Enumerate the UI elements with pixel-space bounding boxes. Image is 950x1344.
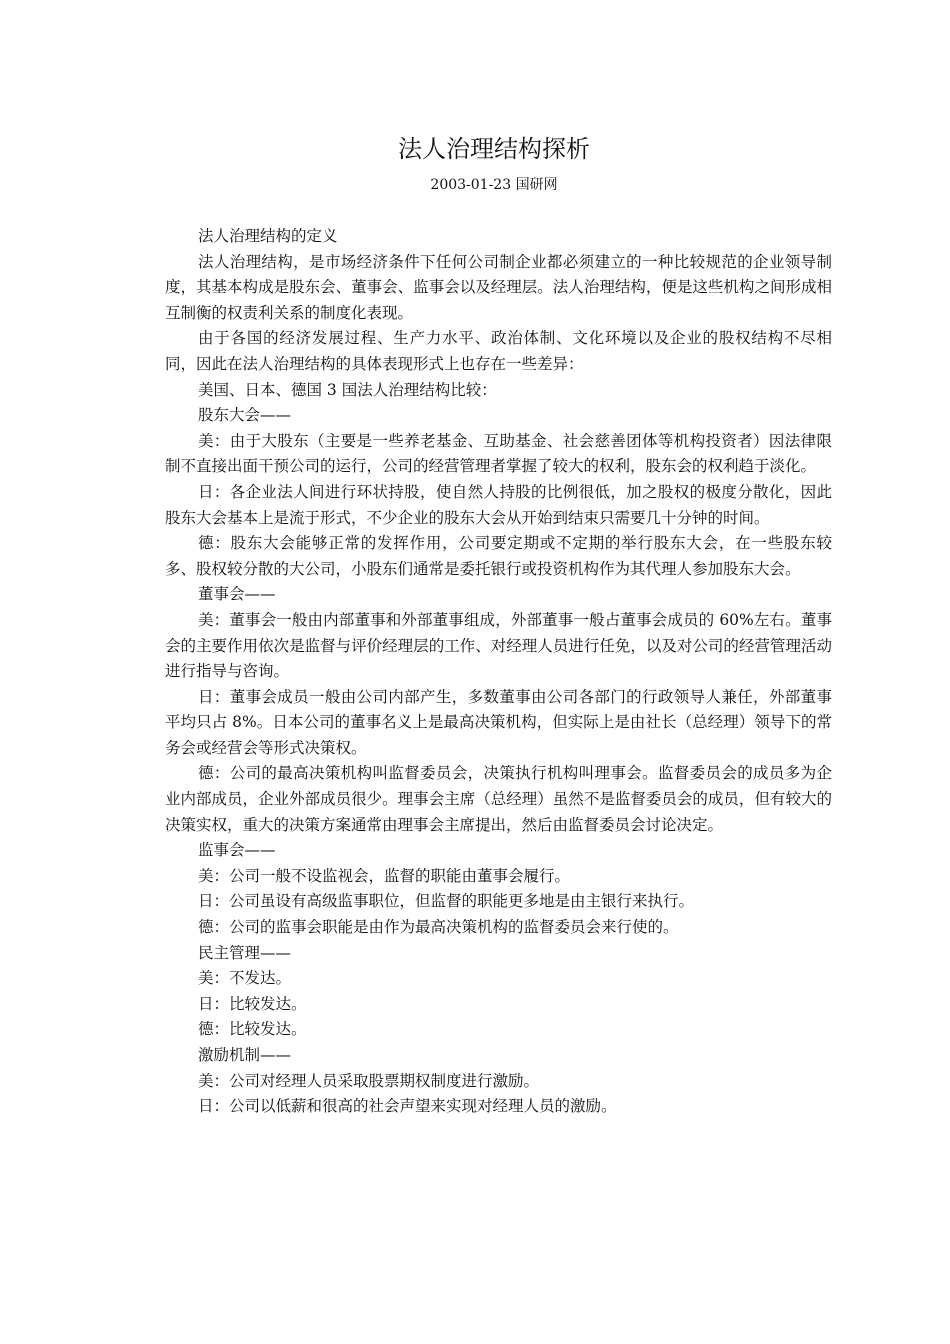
paragraph-comparison-heading: 美国、日本、德国 3 国法人治理结构比较： <box>198 380 497 399</box>
paragraph-supervisory-us: 美：公司一般不设监视会，监督的职能由董事会履行。 <box>198 866 571 885</box>
paragraph-shareholders-germany: 德：股东大会能够正常的发挥作用，公司要定期或不定期的举行股东大会，在一些股东较多、股权较分散的大公司，小股东们通常是委托银行或投资机构作为其代理人参加股东大会。 <box>165 534 832 578</box>
paragraph-democratic-us: 美：不发达。 <box>198 969 292 988</box>
paragraph-democratic-germany: 德：比较发达。 <box>198 1020 307 1039</box>
paragraph-supervisory-japan: 日：公司虽设有高级监事职位，但监督的职能更多地是由主银行来执行。 <box>198 892 695 911</box>
paragraph-definition-heading: 法人治理结构的定义 <box>198 227 338 245</box>
section-heading-supervisory-board: 监事会—— <box>198 841 276 860</box>
paragraph-board-japan: 日：董事会成员一般由公司内部产生，多数董事由公司各部门的行政领导人兼任，外部董事平均只占 8%。日本公司的董事名义上是最高决策机构，但实际上是由社长（总经理）领导下的常务会或经营会等形式决策权。 <box>165 687 832 757</box>
paragraph-incentives-japan: 日：公司以低薪和很高的社会声望来实现对经理人员的激励。 <box>198 1097 617 1116</box>
section-heading-shareholders-meeting: 股东大会—— <box>198 406 292 425</box>
document-title: 法人治理结构探析 <box>398 135 590 163</box>
paragraph-definition: 法人治理结构，是市场经济条件下任何公司制企业都必须建立的一种比较规范的企业领导制度，其基本构成是股东会、董事会、监事会以及经理层。法人治理结构，便是这些机构之间形成相互制衡的权责利关系的制度化表现。 <box>165 252 832 322</box>
paragraph-incentives-us: 美：公司对经理人员采取股票期权制度进行激励。 <box>198 1071 540 1090</box>
paragraph-board-us: 美：董事会一般由内部董事和外部董事组成，外部董事一般占董事会成员的 60%左右。董事会的主要作用依次是监督与评价经理层的工作、对经理人员进行任免，以及对公司的经营管理活动进行指导与咨询。 <box>165 610 832 681</box>
document-body <box>165 224 832 1120</box>
paragraph-shareholders-us: 美：由于大股东（主要是一些养老基金、互助基金、社会慈善团体等机构投资者）因法律限制不直接出面干预公司的运行，公司的经营管理者掌握了较大的权利，股东会的权利趋于淡化。 <box>165 431 832 476</box>
paragraph-board-germany: 德：公司的最高决策机构叫监督委员会，决策执行机构叫理事会。监督委员会的成员多为企业内部成员，企业外部成员很少。理事会主席（总经理）虽然不是监督委员会的成员，但有较大的决策实权，重大的决策方案通常由理事会主席提出，然后由监督委员会讨论决定。 <box>165 764 832 834</box>
section-heading-democratic-management: 民主管理—— <box>198 943 292 962</box>
document-date-source: 2003-01-23 国研网 <box>430 177 558 193</box>
section-heading-board: 董事会—— <box>198 585 276 604</box>
section-heading-incentives: 激励机制—— <box>198 1046 292 1064</box>
paragraph-democratic-japan: 日：比较发达。 <box>198 994 307 1013</box>
paragraph-supervisory-germany: 德：公司的监事会职能是由作为最高决策机构的监督委员会来行使的。 <box>198 918 679 937</box>
paragraph-differences: 由于各国的经济发展过程、生产力水平、政治体制、文化环境以及企业的股权结构不尽相同，因此在法人治理结构的具体表现形式上也存在一些差异： <box>165 329 832 373</box>
paragraph-shareholders-japan: 日：各企业法人间进行环状持股，使自然人持股的比例很低，加之股权的极度分散化，因此股东大会基本上是流于形式，不少企业的股东大会从开始到结束只需要几十分钟的时间。 <box>165 482 832 527</box>
